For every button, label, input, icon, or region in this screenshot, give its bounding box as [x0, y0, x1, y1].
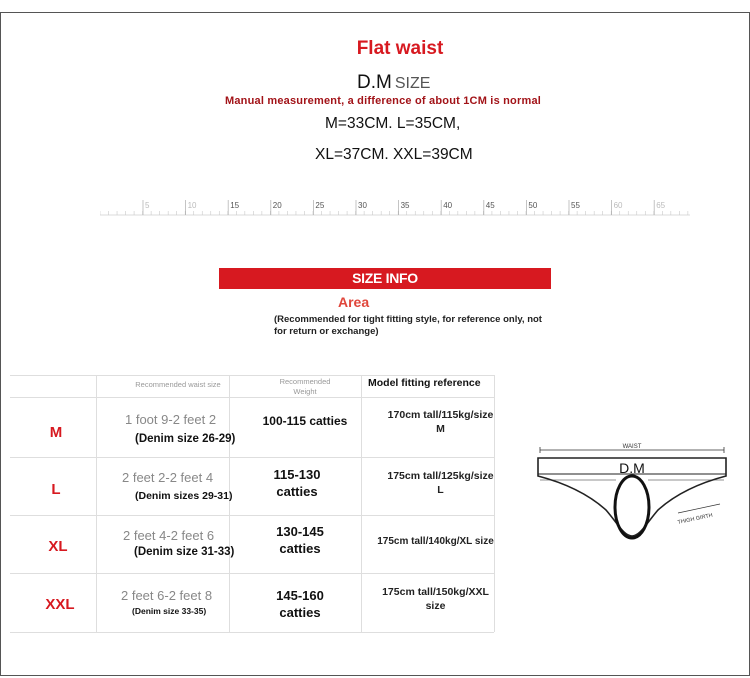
size-label-xl: XL [48, 538, 68, 555]
header-weight-line-2: Weight [293, 387, 317, 396]
weight-line-2: catties [279, 541, 321, 556]
waist-range: 2 feet 2-2 feet 4 [122, 470, 214, 485]
ruler-label: 60 [613, 201, 623, 210]
waist-range: 1 foot 9-2 feet 2 [125, 412, 217, 427]
header-weight-line-1: Recommended [279, 377, 331, 386]
ruler-label: 65 [656, 201, 666, 210]
weight-line-1: 115-130 [273, 467, 321, 482]
weight-range [253, 466, 341, 500]
model-line-1: 170cm tall/115kg/size [387, 409, 494, 421]
waist-range: 2 feet 6-2 feet 8 [121, 588, 213, 603]
table-border [10, 632, 494, 633]
brand-size-heading [357, 72, 430, 94]
recommendation-note: (Recommended for tight fitting style, for reference only, not for return or exchange) [274, 314, 542, 337]
waist-sizes-line-2: XL=37CM. XXL=39CM [315, 146, 473, 163]
table-border [10, 573, 494, 574]
model-reference [363, 469, 518, 497]
weight-range [256, 587, 344, 621]
table-border [10, 397, 494, 398]
waist-range: 2 feet 4-2 feet 6 [123, 528, 215, 543]
thigh-dimension-line [678, 504, 720, 513]
ruler-label: 5 [145, 201, 150, 210]
ruler-label: 50 [528, 201, 538, 210]
table-border [10, 375, 494, 376]
table-border [229, 375, 230, 632]
header-waist: Recommended waist size [135, 380, 221, 389]
measuring-ruler [100, 198, 690, 218]
table-border [10, 457, 494, 458]
denim-size: (Denim size 26-29) [135, 433, 236, 445]
page-frame [0, 12, 750, 676]
size-word: SIZE [394, 75, 431, 92]
size-label-m: M [49, 424, 63, 441]
weight-line-2: catties [276, 484, 318, 499]
denim-size: (Denim size 31-33) [134, 546, 235, 558]
brief-diagram [528, 440, 738, 545]
ruler-label: 15 [230, 201, 240, 210]
area-heading: Area [338, 294, 370, 310]
weight-line-2: catties [279, 605, 321, 620]
weight-line-1: 130-145 [276, 524, 324, 539]
measurement-note: Manual measurement, a difference of about 1CM is normal [225, 95, 542, 107]
ruler-label: 55 [571, 201, 580, 210]
denim-size: (Denim sizes 29-31) [135, 490, 233, 502]
header-model: Model fitting reference [368, 377, 481, 389]
model-line-2: M [436, 423, 445, 435]
brief-brand: D.M [619, 460, 645, 476]
header-weight [232, 377, 378, 397]
thigh-girth-label: THIGH GIRTH [677, 512, 714, 526]
weight-range [256, 523, 344, 557]
model-line-1: 175cm tall/150kg/XXL [382, 586, 489, 598]
weight-line-1: 100-115 catties [262, 414, 348, 428]
model-reference [358, 585, 513, 613]
denim-size: (Denim size 33-35) [132, 606, 207, 616]
waist-sizes-line-1: M=33CM. L=35CM, [325, 115, 461, 132]
size-label-xxl: XXL [45, 596, 75, 613]
model-line-2: L [437, 484, 444, 496]
ruler-label: 40 [443, 201, 453, 210]
ruler-label: 10 [187, 201, 197, 210]
waist-label: WAIST [622, 444, 642, 450]
page-title: Flat waist [356, 38, 444, 59]
table-border [10, 515, 494, 516]
ruler-label: 25 [315, 201, 325, 210]
ruler-label: 45 [485, 201, 495, 210]
ruler-label: 35 [400, 201, 410, 210]
weight-range [251, 413, 359, 430]
weight-line-1: 145-160 [276, 588, 324, 603]
table-border [96, 375, 97, 632]
model-reference [363, 535, 508, 549]
ruler-label: 20 [272, 201, 282, 210]
brand-name: D.M [357, 72, 392, 93]
ruler-label: 30 [358, 201, 367, 210]
model-line-2: size [425, 600, 446, 612]
model-line-1: 175cm tall/125kg/size [387, 470, 494, 482]
size-info-banner: SIZE INFO [219, 268, 551, 289]
model-line-1: 175cm tall/140kg/XL size [377, 536, 494, 547]
model-reference [363, 408, 518, 436]
size-label-l: L [51, 481, 61, 498]
